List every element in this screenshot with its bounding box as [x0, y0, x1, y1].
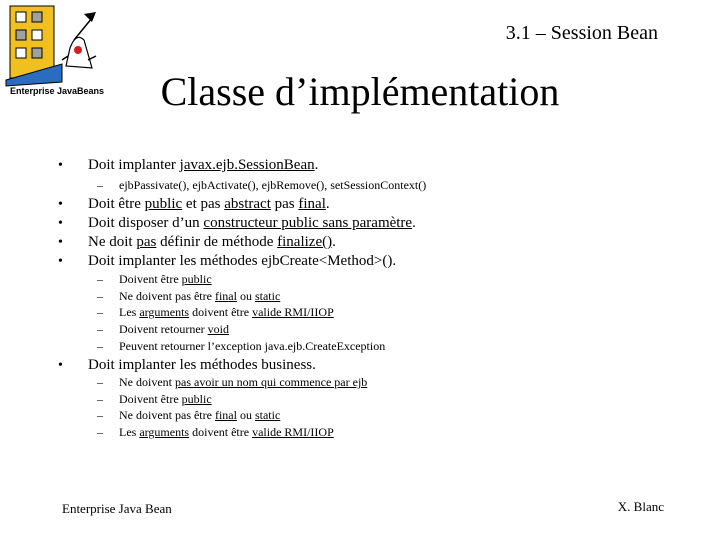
- bullet-constructor: [88, 215, 416, 232]
- text: Doit être: [88, 196, 145, 212]
- sub-item: [119, 408, 280, 423]
- underlined-term: void: [207, 322, 229, 336]
- sub-bullet-marker: –: [97, 322, 103, 336]
- text: .: [412, 215, 416, 231]
- text: ou: [236, 408, 255, 422]
- bullet-business-methods: Doit implanter les méthodes business.: [88, 357, 316, 373]
- sub-bullet-marker: –: [97, 339, 103, 353]
- sub-item: [119, 425, 334, 440]
- underlined-term: public: [181, 272, 212, 286]
- underlined-term: final: [214, 408, 237, 422]
- sub-bullet-marker: –: [97, 178, 103, 192]
- sub-bullet-marker: –: [97, 289, 103, 303]
- text: Ne doivent pas être: [119, 408, 215, 422]
- text: Ne doit: [88, 234, 137, 250]
- bullet-no-finalize: [88, 234, 336, 251]
- section-header: 3.1 – Session Bean: [505, 22, 658, 44]
- sub-bullet-marker: –: [97, 272, 103, 286]
- sub-item: [119, 289, 280, 304]
- text: Doivent être: [119, 272, 182, 286]
- bullet-marker: •: [58, 235, 63, 250]
- text: .: [314, 157, 319, 173]
- text: Ne doivent pas être: [119, 289, 215, 303]
- underlined-term: arguments: [139, 425, 190, 439]
- bullet-public-not-abstract: [88, 196, 330, 213]
- sub-bullet-marker: –: [97, 408, 103, 422]
- sub-bullet-marker: –: [97, 305, 103, 319]
- sub-item: [119, 339, 385, 354]
- underlined-term: static: [254, 408, 281, 422]
- underlined-term: pas avoir un nom qui commence par ejb: [175, 375, 368, 389]
- footer-author: X. Blanc: [617, 499, 664, 514]
- page-title: Classe d’implémentation: [160, 69, 560, 114]
- underlined-term: final: [298, 196, 326, 212]
- bullet-marker: •: [58, 358, 63, 373]
- underlined-term: constructeur public sans paramètre: [203, 215, 413, 231]
- bullet-marker: •: [58, 197, 63, 212]
- underlined-term: finalize(): [277, 234, 333, 250]
- text: doivent être: [189, 305, 253, 319]
- text: doivent être: [189, 425, 253, 439]
- bullet-implement-session-bean: [88, 157, 318, 174]
- sub-item: [119, 375, 367, 390]
- text: Peuvent retourner l’exception java.ejb.CreateException: [119, 339, 386, 353]
- text: Doit disposer d’un: [88, 215, 204, 231]
- underlined-term: final: [214, 289, 237, 303]
- text: .: [325, 196, 330, 212]
- underlined-term: valide RMI/IIOP: [252, 425, 334, 439]
- sub-item-callbacks: ejbPassivate(), ejbActivate(), ejbRemove(), setSessionContext(): [119, 178, 427, 192]
- text: Ne doivent: [119, 375, 175, 389]
- text: Les: [119, 425, 140, 439]
- bullet-marker: •: [58, 216, 63, 231]
- bullet-marker: •: [58, 158, 63, 173]
- text: .: [332, 234, 336, 250]
- text: pas: [270, 196, 299, 212]
- footer-course-name: Enterprise Java Bean: [62, 501, 172, 516]
- underlined-term: javax.ejb.SessionBean: [179, 157, 315, 173]
- sub-item: [119, 322, 229, 337]
- sub-item: [119, 305, 334, 320]
- sub-item: [119, 392, 212, 407]
- underlined-term: public: [144, 196, 183, 212]
- bullet-marker: •: [58, 254, 63, 269]
- text: Doit implanter: [88, 157, 180, 173]
- underlined-term: static: [254, 289, 281, 303]
- text: ou: [236, 289, 255, 303]
- text: Doivent retourner: [119, 322, 208, 336]
- text: définir de méthode: [156, 234, 278, 250]
- underlined-term: public: [181, 392, 212, 406]
- sub-bullet-marker: –: [97, 392, 103, 406]
- bullet-ejbcreate: Doit implanter les méthodes ejbCreate<Method>().: [88, 253, 397, 269]
- underlined-term: abstract: [224, 196, 271, 212]
- underlined-term: arguments: [139, 305, 190, 319]
- underlined-term: pas: [136, 234, 157, 250]
- underlined-term: valide RMI/IIOP: [252, 305, 334, 319]
- text: Doivent être: [119, 392, 182, 406]
- sub-item: [119, 272, 212, 287]
- text: et pas: [182, 196, 225, 212]
- sub-bullet-marker: –: [97, 375, 103, 389]
- logo-text: Enterprise JavaBeans: [9, 86, 105, 96]
- text: Les: [119, 305, 140, 319]
- sub-bullet-marker: –: [97, 425, 103, 439]
